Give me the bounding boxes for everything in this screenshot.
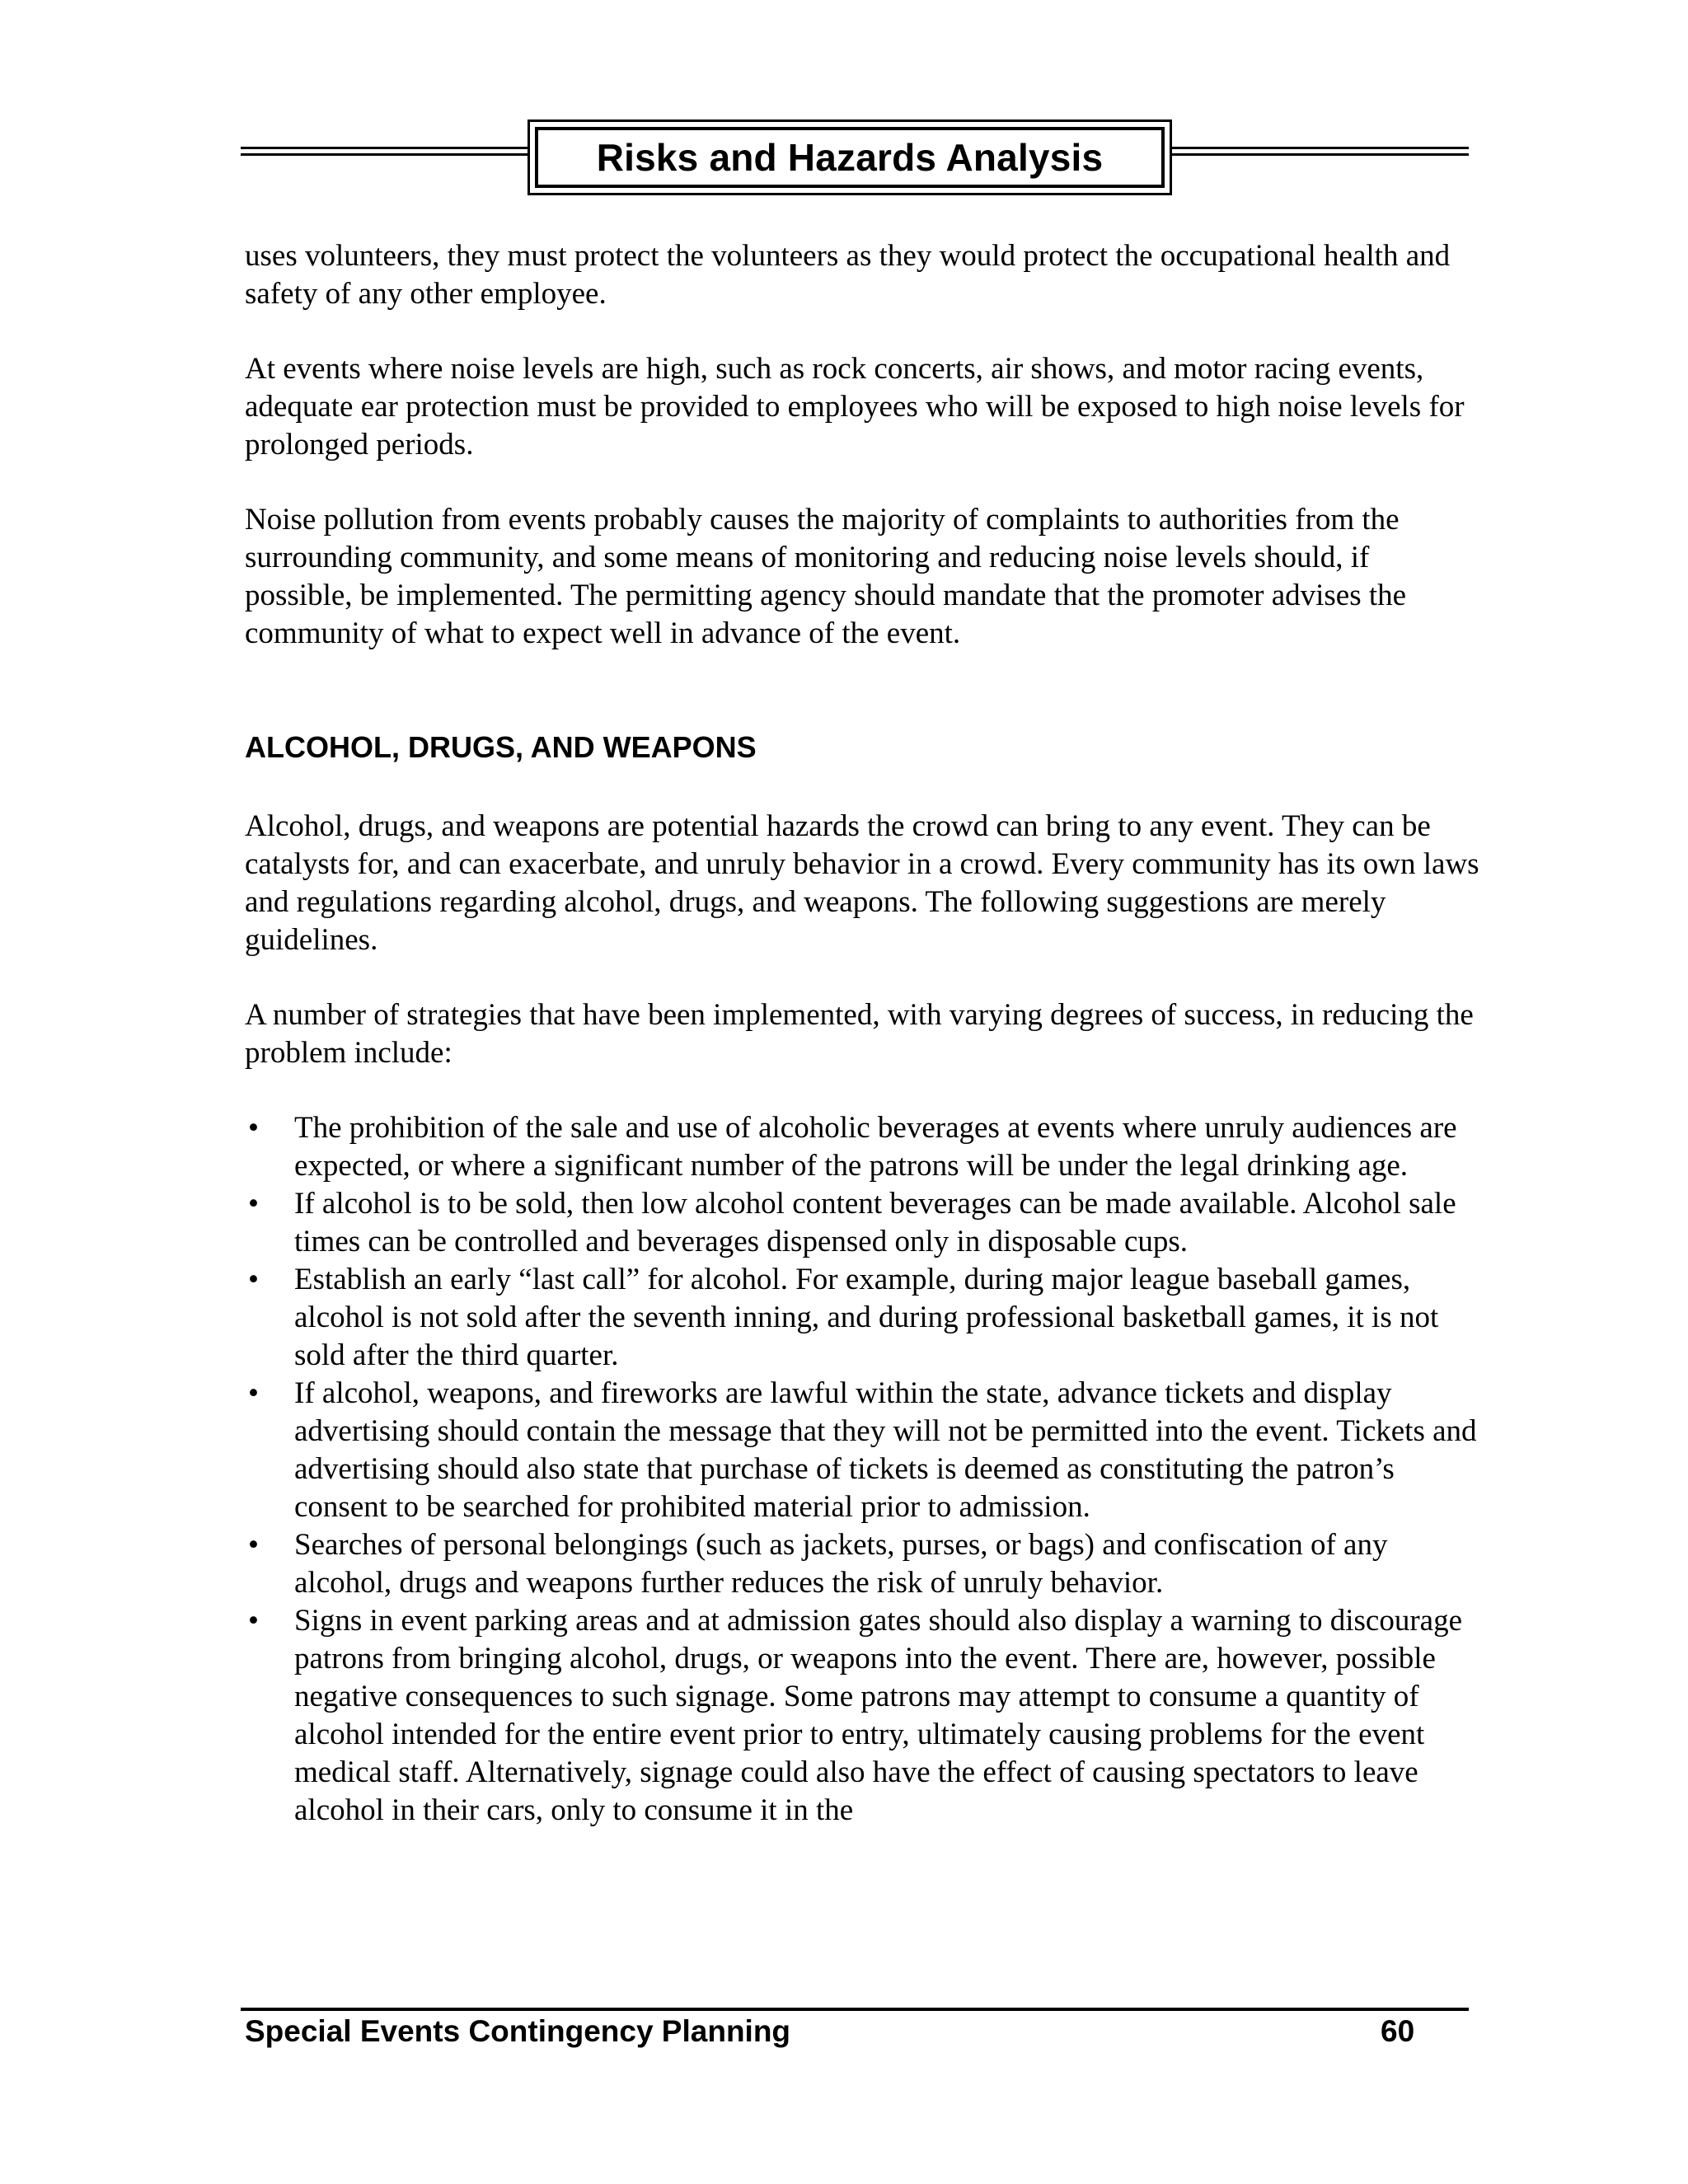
section-heading: ALCOHOL, DRUGS, AND WEAPONS [245,730,757,764]
bullet-icon: • [248,1187,259,1221]
header-rule-left [241,147,529,156]
body-content [245,237,1481,1830]
header-title-box-inner [535,127,1165,188]
list-item-text: If alcohol is to be sold, then low alcohol content beverages can be made available. Alcohol sale times can be controlled and beverages dispensed only in disposable cups. [294,1187,1456,1258]
list-item [245,1185,1481,1261]
paragraph-noise-pollution: Noise pollution from events probably causes the majority of complaints to authorities from the surrounding community, and some means of monitoring and reducing noise levels should, if possible, be implemented. The permitting agency should mandate that the promoter advises the community of what to expect well in advance of the event. [245,503,1407,650]
paragraph-volunteers: uses volunteers, they must protect the volunteers as they would protect the occupational health and safety of any other employee. [245,239,1451,311]
bullet-icon: • [248,1376,259,1410]
list-item [245,1261,1481,1375]
bullet-icon: • [248,1263,259,1296]
paragraph-hazards-intro: Alcohol, drugs, and weapons are potential hazards the crowd can bring to any event. They can be catalysts for, and can exacerbate, and unruly behavior in a crowd. Every community has its own laws and regulations regarding alcohol, drugs, and weapons. The following suggestions are merely guidelines. [245,809,1479,957]
bullet-icon: • [248,1528,259,1562]
paragraph-strategies-intro: A number of strategies that have been implemented, with varying degrees of success, in reducing the problem include: [245,998,1474,1070]
strategies-list [245,1109,1481,1830]
footer-title: Special Events Contingency Planning [245,2014,791,2048]
list-item-text: The prohibition of the sale and use of alcoholic beverages at events where unruly audiences are expected, or where a significant number of the patrons will be under the legal drinking age. [294,1111,1457,1183]
header-title-box [528,120,1172,195]
bullet-icon: • [248,1111,259,1145]
list-item [245,1602,1481,1830]
header-rule-right [1172,147,1469,156]
list-item-text: Searches of personal belongings (such as jackets, purses, or bags) and confiscation of any alcohol, drugs and weapons further reduces the risk of unruly behavior. [294,1528,1388,1600]
list-item [245,1109,1481,1185]
list-item-text: If alcohol, weapons, and fireworks are lawful within the state, advance tickets and display advertising should contain the message that they will not be permitted into the event. Tickets and advertising should also state that purchase of tickets is deemed as constituting the patron’s consent to be searched for prohibited material prior to admission. [294,1376,1477,1524]
list-item [245,1526,1481,1602]
list-item [245,1375,1481,1526]
list-item-text: Signs in event parking areas and at admission gates should also display a warning to discourage patrons from bringing alcohol, drugs, or weapons into the event. There are, however, possible negative consequences to such signage. Some patrons may attempt to consume a quantity of alcohol intended for the entire event prior to entry, ultimately causing problems for the event medical staff. Alternatively, signage could also have the effect of causing spectators to leave alcohol in their cars, only to consume it in the [294,1604,1463,1827]
page-header-title: Risks and Hazards Analysis [596,136,1104,179]
paragraph-noise-protection: At events where noise levels are high, such as rock concerts, air shows, and motor racing events, adequate ear protection must be provided to employees who will be exposed to high noise levels for prolonged periods. [245,352,1465,462]
page-number: 60 [1381,2014,1415,2048]
footer-rule [241,2008,1469,2011]
list-item-text: Establish an early “last call” for alcohol. For example, during major league baseball games, alcohol is not sold after the seventh inning, and during professional basketball games, it is not sold after the third quarter. [294,1263,1439,1372]
bullet-icon: • [248,1604,259,1638]
